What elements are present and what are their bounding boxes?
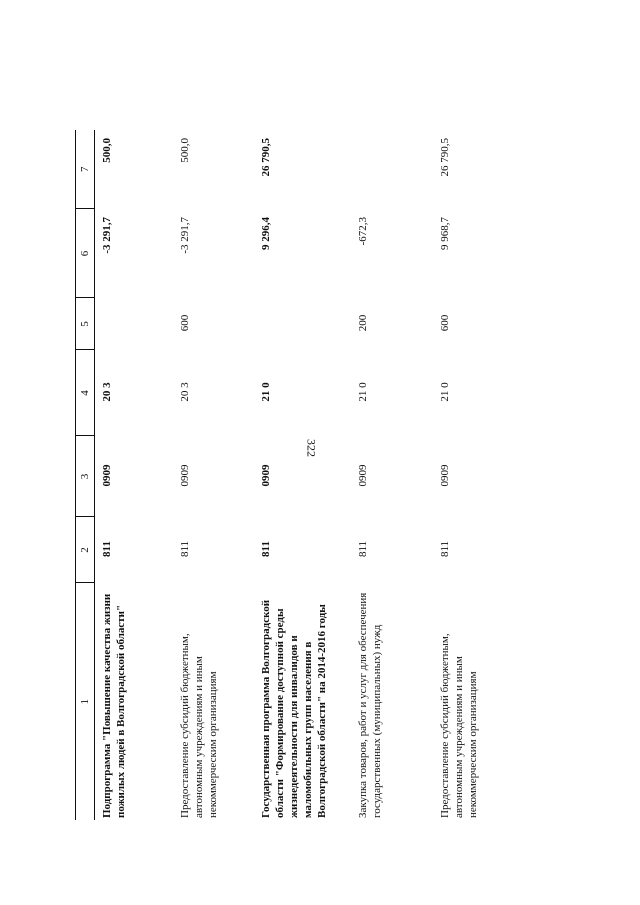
- column-header-4: 4: [76, 350, 95, 436]
- cell-col7: 26 790,5: [438, 138, 451, 177]
- table-row: [173, 130, 254, 820]
- page-number: 322: [304, 439, 319, 457]
- cell-col7: 500,0: [101, 138, 113, 163]
- cell-col2: 811: [178, 540, 191, 558]
- rotated-table-sheet: [75, 130, 479, 820]
- cell-col4: 21 0: [438, 382, 451, 402]
- cell-col2: 811: [356, 540, 369, 558]
- cell-col5: [254, 298, 351, 350]
- cell-col3: 0909: [101, 464, 113, 487]
- cell-col4: 21 0: [356, 382, 369, 402]
- cell-col7: 500,0: [178, 138, 191, 163]
- table-row: [351, 130, 433, 820]
- cell-col6: -672,3: [356, 217, 369, 246]
- cell-col4: 21 0: [259, 382, 272, 402]
- cell-col6: -3 291,7: [178, 217, 191, 254]
- cell-col7: 26 790,5: [259, 138, 272, 177]
- cell-col4: 20 3: [101, 382, 113, 402]
- cell-col3: 0909: [259, 464, 272, 487]
- column-header-6: 6: [76, 209, 95, 298]
- cell-col5: 200: [356, 314, 369, 332]
- column-header-7: 7: [76, 130, 95, 209]
- cell-col2: 811: [259, 541, 272, 557]
- cell-col7: [351, 130, 433, 209]
- cell-col3: 0909: [356, 464, 369, 487]
- table-row: [254, 130, 351, 820]
- table-row: [433, 130, 505, 820]
- cell-col4: 20 3: [178, 382, 191, 402]
- row-name: Государственная программа Волгоградской области "Формирование доступной среды жизнедеятельности для инвалидов и маломобильных групп населения в Волгоградской области" на 2014-2016 годы: [259, 599, 328, 818]
- cell-col2: 811: [438, 540, 451, 558]
- column-header-3: 3: [76, 436, 95, 517]
- cell-col3: 0909: [438, 464, 451, 487]
- column-header-1: 1: [76, 583, 95, 820]
- row-name: Закупка товаров, работ и услуг для обеспечения государственных (муниципальных) нужд: [356, 592, 383, 818]
- cell-col5: [95, 298, 173, 350]
- table-row: [95, 130, 173, 820]
- cell-col5: 600: [438, 314, 451, 332]
- row-name: Подпрограмма "Повышение качества жизни пожилых людей в Волгоградской области": [101, 593, 127, 818]
- header-row: [76, 130, 95, 820]
- cell-col6: -3 291,7: [101, 217, 113, 254]
- cell-col5: 600: [178, 314, 191, 332]
- row-name: Предоставление субсидий бюджетным, автономным учреждениям и иным некоммерческим организациям: [438, 633, 479, 818]
- budget-table: [75, 130, 505, 820]
- cell-col6: 9 296,4: [259, 217, 272, 250]
- column-header-2: 2: [76, 517, 95, 583]
- column-header-5: 5: [76, 298, 95, 350]
- cell-col6: 9 968,7: [438, 217, 451, 250]
- cell-col2: 811: [101, 541, 113, 557]
- row-name: Предоставление субсидий бюджетным, автономным учреждениям и иным некоммерческим организациям: [178, 633, 219, 818]
- cell-col3: 0909: [178, 464, 191, 487]
